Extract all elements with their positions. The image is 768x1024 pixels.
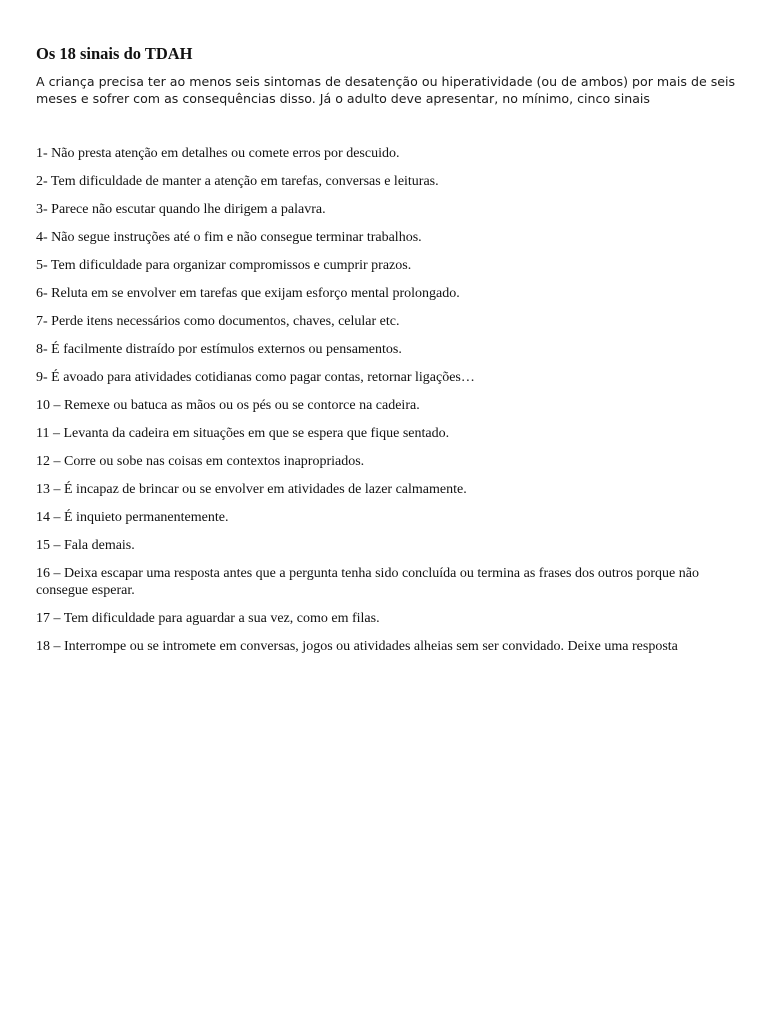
list-item: 3- Parece não escutar quando lhe dirigem a palavra. — [36, 202, 326, 217]
list-item: 15 – Fala demais. — [36, 538, 135, 553]
intro-paragraph: A criança precisa ter ao menos seis sintomas de desatenção ou hiperatividade (ou de ambos) por mais de seis meses e sofrer com as consequências disso. Já o adulto deve apresentar, no mínimo, cinco sinais — [36, 74, 736, 106]
list-item: 18 – Interrompe ou se intromete em conversas, jogos ou atividades alheias sem ser convidado. Deixe uma resposta — [36, 639, 678, 654]
list-item: 9- É avoado para atividades cotidianas como pagar contas, retornar ligações… — [36, 370, 475, 385]
list-item: 16 – Deixa escapar uma resposta antes que a pergunta tenha sido concluída ou termina as frases dos outros porque não consegue esperar. — [36, 566, 699, 598]
list-item: 6- Reluta em se envolver em tarefas que exijam esforço mental prolongado. — [36, 286, 460, 301]
list-item: 13 – É incapaz de brincar ou se envolver em atividades de lazer calmamente. — [36, 482, 467, 497]
list-item: 7- Perde itens necessários como documentos, chaves, celular etc. — [36, 314, 400, 329]
document-title: Os 18 sinais do TDAH — [36, 44, 193, 63]
signs-list — [36, 145, 736, 655]
document-page — [36, 44, 736, 666]
list-item: 8- É facilmente distraído por estímulos externos ou pensamentos. — [36, 342, 402, 357]
list-item: 12 – Corre ou sobe nas coisas em contextos inapropriados. — [36, 454, 365, 469]
list-item: 4- Não segue instruções até o fim e não consegue terminar trabalhos. — [36, 230, 422, 245]
list-item: 17 – Tem dificuldade para aguardar a sua vez, como em filas. — [36, 611, 380, 626]
list-item: 14 – É inquieto permanentemente. — [36, 510, 229, 525]
list-item: 11 – Levanta da cadeira em situações em que se espera que fique sentado. — [36, 426, 450, 441]
list-item: 5- Tem dificuldade para organizar compromissos e cumprir prazos. — [36, 258, 412, 273]
list-item: 10 – Remexe ou batuca as mãos ou os pés ou se contorce na cadeira. — [36, 398, 420, 413]
list-item: 1- Não presta atenção em detalhes ou comete erros por descuido. — [36, 146, 400, 161]
list-item: 2- Tem dificuldade de manter a atenção em tarefas, conversas e leituras. — [36, 174, 439, 189]
